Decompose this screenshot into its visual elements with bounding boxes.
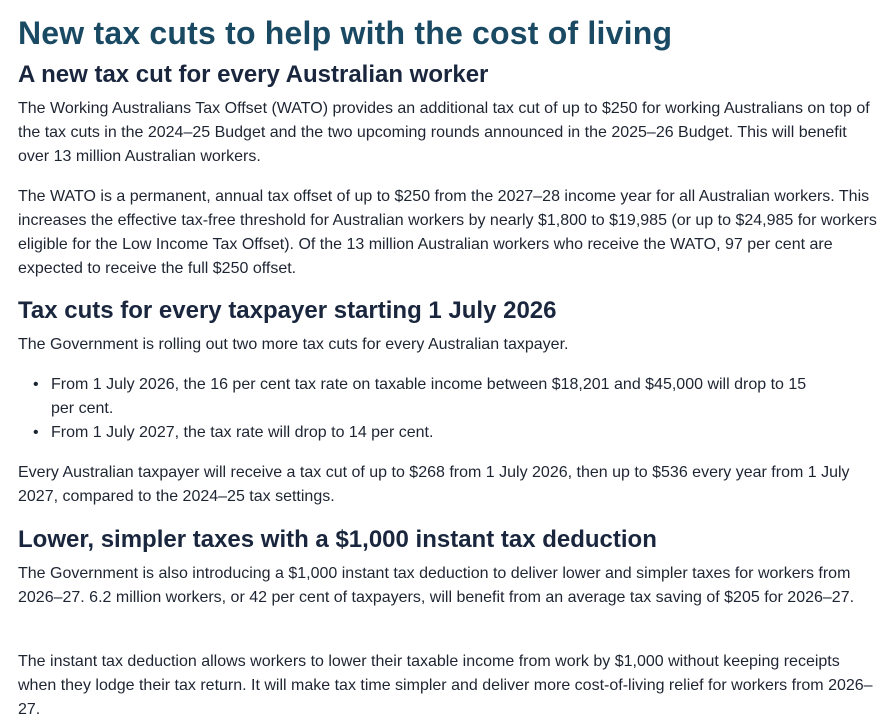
bullet-icon: • [33,376,39,393]
list-item-text: From 1 July 2026, the 16 per cent tax rate on taxable income between $18,201 and $45,000 will drop to 15 per cent. [51,376,807,417]
section-heading-worker-tax-cut: A new tax cut for every Australian worker [18,61,489,88]
section-heading-instant-deduction: Lower, simpler taxes with a $1,000 instant tax deduction [18,526,657,553]
wato-intro-paragraph: The Working Australians Tax Offset (WATO) provides an additional tax cut of up to $250 for working Australians on top of the tax cuts in the 2024–25 Budget and the two upcoming rounds announced in the 2025–26 Budget. This will benefit over 13 million Australian workers. [18,100,870,165]
list-item [18,373,821,421]
taxpayer-cuts-intro: The Government is rolling out two more tax cuts for every Australian taxpayer. [18,336,569,353]
list-item [18,421,821,445]
list-item-text: From 1 July 2027, the tax rate will drop to 14 per cent. [51,424,434,441]
bullet-icon: • [33,424,39,441]
section-heading-taxpayer-cuts: Tax cuts for every taxpayer starting 1 July 2026 [18,297,557,324]
instant-deduction-details: The instant tax deduction allows workers to lower their taxable income from work by $1,000 without keeping receipts when they lodge their tax return. It will make tax time simpler and deliver more cost-of-living relief for workers from 2026–27. [18,653,873,718]
tax-cut-list [18,373,880,445]
instant-deduction-intro: The Government is also introducing a $1,000 instant tax deduction to deliver lower and simpler taxes for workers from 2026–27. 6.2 million workers, or 42 per cent of taxpayers, will benefit from an average tax saving of $205 for 2026–27. [18,565,855,606]
page-title: New tax cuts to help with the cost of living [18,15,673,51]
taxpayer-cuts-summary: Every Australian taxpayer will receive a tax cut of up to $268 from 1 July 2026, then up to $536 every year from 1 July 2027, compared to the 2024–25 tax settings. [18,464,850,505]
wato-details-paragraph: The WATO is a permanent, annual tax offset of up to $250 from the 2027–28 income year for all Australian workers. This increases the effective tax-free threshold for Australian workers by nearly $1,800 to $19,985 (or up to $24,985 for workers eligible for the Low Income Tax Offset). Of the 13 million Australian workers who receive the WATO, 97 per cent are expected to receive the full $250 offset. [18,188,877,277]
